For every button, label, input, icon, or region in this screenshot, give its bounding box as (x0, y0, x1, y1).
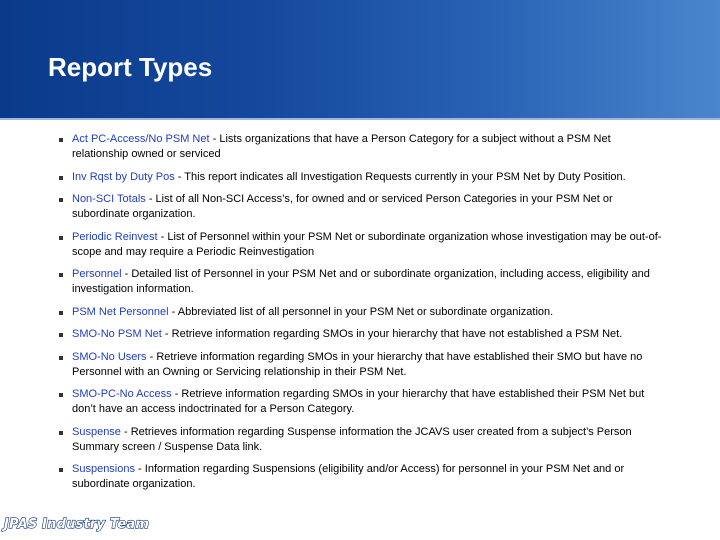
report-description: - List of all Non-SCI Access’s, for owned and or serviced Person Categories in your PSM Net or subordinate organization. (72, 193, 613, 220)
report-description: - Retrieve information regarding SMOs in your hierarchy that have not established a PSM Net. (161, 328, 623, 340)
report-description: - Lists organizations that have a Person Category for a subject without a PSM Net relationship owned or serviced (72, 133, 611, 160)
list-item-psm-net-personnel (56, 305, 668, 320)
report-description: - Abbreviated list of all personnel in your PSM Net or subordinate organization. (168, 305, 554, 318)
list-item-smo-no-psm-net (56, 327, 668, 342)
report-name: Personnel (72, 268, 122, 280)
report-description: - Information regarding Suspensions (eligibility and/or Access) for personnel in your PSM Net and or subordinate organization. (72, 463, 625, 490)
list-item-personnel (56, 267, 668, 297)
report-name: Suspense (72, 425, 121, 438)
list-item-periodic-reinvest (56, 230, 668, 260)
square-bullet-icon (59, 468, 63, 472)
list-item-suspensions (56, 462, 668, 492)
list-item-inv-rqst (56, 170, 668, 185)
list-item-smo-no-users (56, 350, 668, 380)
square-bullet-icon (59, 198, 63, 202)
report-name: Periodic Reinvest (72, 230, 158, 243)
list-item-non-sci-totals (56, 192, 668, 222)
square-bullet-icon (59, 431, 63, 435)
report-name: Act PC-Access/No PSM Net (72, 133, 210, 145)
list-item-smo-pc-no-access (56, 387, 668, 417)
report-description: - Retrieve information regarding SMOs in your hierarchy that have established their SMO but have no Personnel with an Owning or Servicing relationship in their PSM Net. (72, 350, 643, 378)
slide-title: Report Types (48, 52, 213, 82)
report-description: - Retrieves information regarding Suspense information the JCAVS user created from a subject’s Person Summary screen / Suspense Data link. (72, 425, 632, 453)
square-bullet-icon (59, 138, 63, 142)
list-item-act-pc-access (56, 132, 668, 162)
report-name: Inv Rqst by Duty Pos (72, 170, 175, 183)
report-name: PSM Net Personnel (72, 305, 169, 318)
square-bullet-icon (59, 273, 63, 277)
report-description: - This report indicates all Investigation Requests currently in your PSM Net by Duty Position. (174, 170, 626, 183)
report-name: Suspensions (72, 463, 135, 475)
square-bullet-icon (59, 333, 63, 337)
report-name: SMO-PC-No Access (72, 388, 172, 400)
report-types-list (56, 132, 668, 500)
report-description: - List of Personnel within your PSM Net or subordinate organization whose investigation may be out-of-scope and may require a Periodic Reinvestigation (72, 230, 662, 258)
banner-divider (0, 118, 720, 120)
report-description: - Detailed list of Personnel in your PSM Net and or subordinate organization, including access, eligibility and investigation information. (72, 268, 650, 295)
report-name: SMO-No Users (72, 350, 147, 363)
square-bullet-icon (59, 311, 63, 315)
report-name: SMO-No PSM Net (72, 328, 162, 340)
square-bullet-icon (59, 236, 63, 240)
square-bullet-icon (59, 393, 63, 397)
report-description: - Retrieve information regarding SMOs in your hierarchy that have established their PSM Net but don’t have an access indoctrinated for a Person Category. (72, 388, 645, 415)
list-item-suspense (56, 425, 668, 455)
square-bullet-icon (59, 356, 63, 360)
report-name: Non-SCI Totals (72, 193, 146, 205)
jpas-industry-team-logo: JPAS Industry Team (4, 517, 150, 532)
square-bullet-icon (59, 176, 63, 180)
